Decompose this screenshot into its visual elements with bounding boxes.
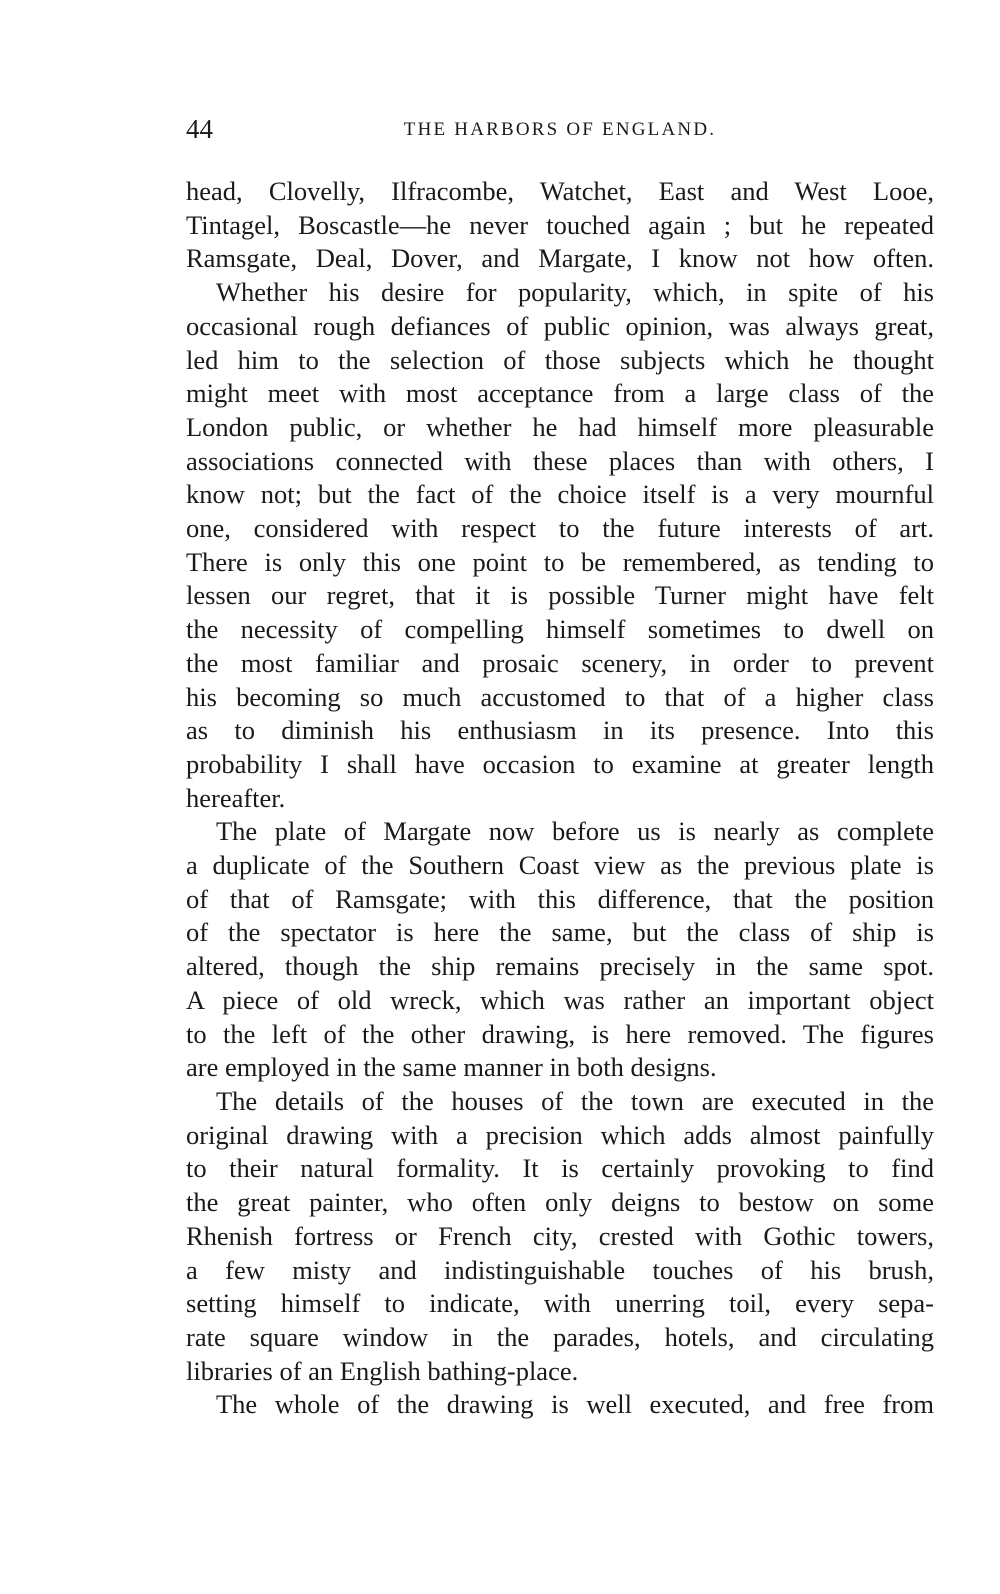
text-line: Ramsgate, Deal, Dover, and Margate, I know not how often. — [186, 243, 934, 274]
text-line: Rhenish fortress or French city, crested with Gothic towers, — [186, 1220, 934, 1251]
text-line: the most familiar and prosaic scenery, in order to prevent — [186, 647, 934, 678]
paragraph-2 — [186, 276, 934, 815]
text-line: one, considered with respect to the future interests of art. — [186, 513, 934, 544]
text-line: setting himself to indicate, with unerring toil, every sepa- — [186, 1288, 934, 1319]
text-line: of the spectator is here the same, but the class of ship is — [186, 917, 934, 948]
text-line: a duplicate of the Southern Coast view as the previous plate is — [186, 850, 934, 881]
text-line: The whole of the drawing is well executed, and free from — [216, 1389, 934, 1420]
page-number: 44 — [186, 114, 213, 144]
text-line: to their natural formality. It is certainly provoking to find — [186, 1153, 934, 1184]
text-line: altered, though the ship remains precisely in the same spot. — [186, 951, 934, 982]
page-header — [186, 112, 934, 146]
text-line: head, Clovelly, Ilfracombe, Watchet, East and West Looe, — [186, 176, 934, 206]
text-line: led him to the selection of those subjects which he thought — [186, 344, 934, 375]
text-line: occasional rough defiances of public opinion, was always great, — [186, 310, 934, 341]
text-line: Whether his desire for popularity, which, in spite of his — [216, 277, 934, 308]
paragraph-1 — [186, 175, 934, 276]
text-line: the necessity of compelling himself sometimes to dwell on — [186, 614, 934, 645]
body-text — [186, 175, 934, 1422]
text-line: libraries of an English bathing-place. — [186, 1355, 579, 1386]
text-line: probability I shall have occasion to examine at greater length — [186, 748, 934, 779]
text-line: The plate of Margate now before us is nearly as complete — [216, 816, 934, 847]
text-line: as to diminish his enthusiasm in its presence. Into this — [186, 715, 934, 746]
text-line: associations connected with these places than with others, I — [186, 445, 934, 476]
paragraph-4 — [186, 1085, 934, 1388]
text-line: a few misty and indistinguishable touches of his brush, — [186, 1254, 934, 1285]
text-line: are employed in the same manner in both designs. — [186, 1052, 717, 1083]
text-line: might meet with most acceptance from a large class of the — [186, 378, 934, 409]
text-line: his becoming so much accustomed to that of a higher class — [186, 681, 934, 712]
paragraph-3 — [186, 815, 934, 1085]
text-line: There is only this one point to be remembered, as tending to — [186, 546, 934, 577]
text-line: A piece of old wreck, which was rather an important object — [186, 984, 934, 1015]
text-line: hereafter. — [186, 782, 286, 813]
text-line: The details of the houses of the town are executed in the — [216, 1085, 934, 1116]
paragraph-5 — [186, 1388, 934, 1422]
running-head: THE HARBORS OF ENGLAND. — [403, 119, 717, 140]
text-line: know not; but the fact of the choice itself is a very mournful — [186, 479, 934, 510]
text-line: to the left of the other drawing, is here removed. The figures — [186, 1018, 934, 1049]
text-line: original drawing with a precision which adds almost painfully — [186, 1119, 934, 1150]
text-line: Tintagel, Boscastle—he never touched again ; but he repeated — [186, 209, 934, 240]
text-line: of that of Ramsgate; with this difference, that the position — [186, 883, 934, 914]
text-line: London public, or whether he had himself more pleasurable — [186, 411, 934, 442]
text-line: rate square window in the parades, hotels, and circulating — [186, 1321, 934, 1352]
text-line: lessen our regret, that it is possible Turner might have felt — [186, 580, 934, 611]
text-line: the great painter, who often only deigns to bestow on some — [186, 1187, 934, 1218]
